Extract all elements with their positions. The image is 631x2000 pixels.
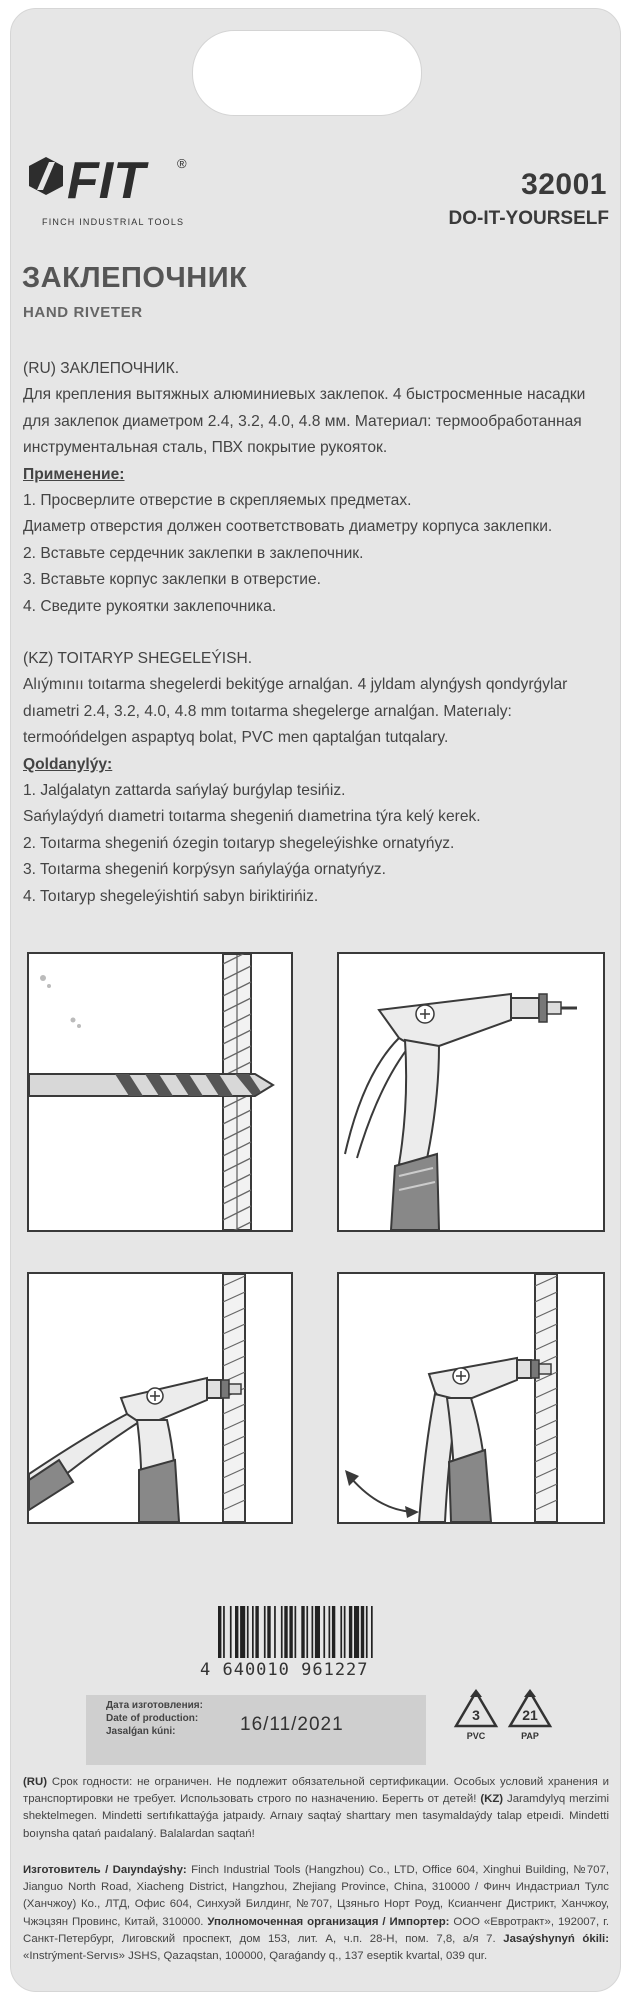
barcode-bar [371, 1606, 373, 1658]
production-label-en: Date of production: [106, 1713, 199, 1724]
ru-step: 1. Просверлите отверстие в скрепляемых предметах. [23, 492, 412, 510]
barcode-bar [274, 1606, 276, 1658]
barcode-digits: 4 640010 961227 [200, 1660, 369, 1680]
barcode-bar [252, 1606, 254, 1658]
ru-notice: Срок годности: не ограничен. Не подлежит обязательной сертификации. Особых условий хранения и транспортировки не требует. Использовать строго по назначению. Берегть от детей! [23, 1776, 609, 1806]
barcode-bar [361, 1606, 364, 1658]
barcode-bar [366, 1606, 368, 1658]
step2-insert-mandrel-illustration [337, 952, 605, 1232]
svg-text:21: 21 [522, 1707, 538, 1723]
recycle-pvc-icon [452, 1688, 500, 1742]
storage-notice [23, 1774, 609, 1843]
ru-step: 3. Вставьте корпус заклепки в отверстие. [23, 571, 321, 589]
kz-section [23, 646, 613, 910]
production-label-kz: Jasalǵan kúni: [106, 1726, 176, 1737]
kz-usage-heading: Qoldanylýy: [23, 755, 113, 773]
barcode-bar [289, 1606, 292, 1658]
kz-importer-label: Jasaýshynyń ókili: [503, 1932, 609, 1945]
registered-mark: ® [177, 156, 187, 171]
ru-desc-line: инструментальная сталь, ПВХ покрытие рукояток. [23, 439, 388, 457]
recycle-pap-icon [506, 1688, 554, 1742]
barcode-bar [218, 1606, 221, 1658]
barcode-bar [295, 1606, 297, 1658]
product-title: ЗАКЛЕПОЧНИК [22, 262, 248, 294]
importer-label: Уполномоченная организация / Импортер: [207, 1915, 450, 1928]
svg-text:PVC: PVC [466, 1731, 486, 1741]
step3-insert-rivet-illustration [27, 1272, 293, 1524]
ru-section [23, 356, 613, 620]
barcode-bar [255, 1606, 258, 1658]
ru-heading: (RU) ЗАКЛЕПОЧНИК. [23, 360, 180, 377]
svg-text:3: 3 [472, 1707, 480, 1723]
step4-squeeze-handles-illustration [337, 1272, 605, 1524]
manufacturer-label: Изготовитель / Daıyndaýshy: [23, 1864, 187, 1876]
barcode-bar [267, 1606, 270, 1658]
kz-step: 1. Jalǵalatyn zattarda sańylaý burǵylap tesińiz. [23, 782, 346, 800]
kz-step: 2. Toıtarma shegeniń ózegin toıtaryp shegeleýishke ornatyńyz. [23, 834, 455, 852]
kz-importer-text: «Instrýment-Servıs» JSHS, Qazaqstan, 100000, Qaraǵandy q., 137 eseptik kvartal, 039 qur. [23, 1950, 488, 1963]
hang-hole [192, 30, 422, 116]
production-date: 16/11/2021 [240, 1714, 344, 1735]
barcode-bar [332, 1606, 335, 1658]
ru-step: 2. Вставьте сердечник заклепки в заклепочник. [23, 544, 364, 562]
barcode-bar [312, 1606, 314, 1658]
production-label-ru: Дата изготовления: [106, 1700, 203, 1711]
kz-step: 4. Toıtaryp shegeleýishtiń sabyn biriktirińiz. [23, 887, 319, 905]
product-subtitle: HAND RIVETER [23, 304, 143, 321]
ru-step: 4. Сведите рукоятки заклепочника. [23, 597, 277, 615]
ru-desc-line: Для крепления вытяжных алюминиевых заклепок. 4 быстросменные насадки [23, 386, 586, 404]
importer-text: ООО «Евротракт», 192007, г. Санкт-Петербург, Лиговский проспект, дом 153, лит. А, ч.п. 28-Н, пом. 7,8, а/я 7. [23, 1915, 609, 1945]
barcode-bar [323, 1606, 325, 1658]
brand-name: FIT [67, 152, 145, 210]
barcode-bar [284, 1606, 287, 1658]
kz-desc-line: Alıýmınıı toıtarma shegelerdi bekitýge arnalǵan. 4 jyldam alynǵysh qondyrǵylar [23, 676, 568, 694]
barcode-bar [344, 1606, 346, 1658]
kz-heading: (KZ) TOITARYP SHEGELEÝISH. [23, 650, 253, 667]
barcode-bar [354, 1606, 359, 1658]
barcode-bar [223, 1606, 225, 1658]
squeeze-arrow-icon [351, 1478, 413, 1512]
manufacturer-info [23, 1862, 609, 1965]
kz-step: Sańylaýdyń dıametri toıtarma shegeniń dıametrina týra kelý kerek. [23, 808, 481, 826]
ru-step: Диаметр отверстия должен соответствовать диаметру корпуса заклепки. [23, 518, 553, 536]
barcode-bar [315, 1606, 320, 1658]
ru-desc-line: для заклепок диаметром 2.4, 3.2, 4.0, 4.8 мм. Материал: термообработанная [23, 412, 582, 430]
kz-desc-line: termoóńdelgen aspaptyq bolat, PVC men qaptalǵan tutqalary. [23, 729, 449, 747]
kz-step: 3. Toıtarma shegeniń korpýsyn sańylaýǵa ornatyńyz. [23, 861, 386, 879]
barcode-bar [340, 1606, 342, 1658]
kz-notice: Jaramdylyq merzimi shektelmegen. Mindetti sertıfıkattaýǵa jatpaıdy. Arnaıy saqtaý sharttary men tasymaldaýdy talap etpeıdi. Mindetti boıynsha qatań paıdalaný. Balalardan saqtań! [23, 1793, 609, 1840]
barcode-bar [301, 1606, 304, 1658]
brand-tagline: FINCH INDUSTRIAL TOOLS [42, 217, 185, 227]
barcode-bar [240, 1606, 245, 1658]
barcode-bar [247, 1606, 249, 1658]
ru-tag: (RU) [23, 1776, 48, 1788]
product-code: 32001 [521, 168, 607, 201]
svg-text:PAP: PAP [521, 1731, 539, 1741]
step1-drill-illustration [27, 952, 293, 1232]
kz-desc-line: dıametri 2.4, 3.2, 4.0, 4.8 mm toıtarma shegelerge arnalǵan. Materıaly: [23, 702, 512, 720]
barcode-bar [306, 1606, 308, 1658]
fit-logo [27, 150, 227, 226]
barcode-bar [349, 1606, 352, 1658]
product-category: DO-IT-YOURSELF [448, 208, 609, 229]
barcode-bar [264, 1606, 266, 1658]
barcode-bar [281, 1606, 283, 1658]
barcode-bar [230, 1606, 232, 1658]
kz-tag: (KZ) [480, 1793, 504, 1806]
manufacturer-text: Finch Industrial Tools (Hangzhou) Co., LTD, Office 604, Xinghui Building, №707, Jianguo North Road, Xiacheng District, Hangzhou, Zhejiang Province, China, 310000 / Финч Индастриал Тулс (Ханчжоу) Ко., ЛТД, Офис 604, Синхуэй Билдинг, №707, Цзяньго Норт Роуд, Ксианченг Дистрикт, Ханчжоу, Чжэцзян Провинс, Китай, 310000. [23, 1864, 609, 1928]
ru-usage-heading: Применение: [23, 465, 125, 483]
barcode-bar [235, 1606, 238, 1658]
barcode-bar [329, 1606, 331, 1658]
